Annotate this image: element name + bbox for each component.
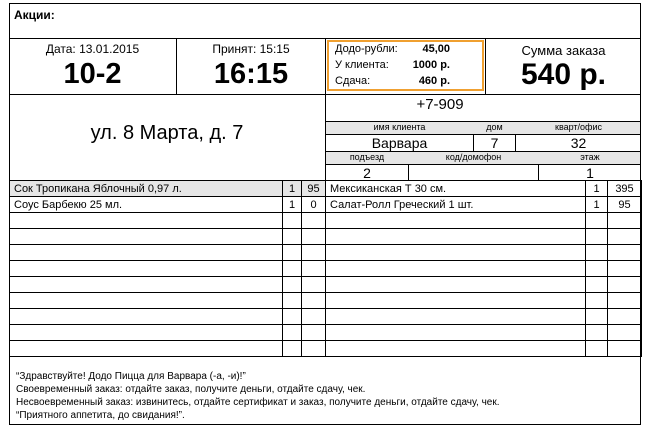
item-name bbox=[326, 261, 586, 277]
item-price: 95 bbox=[302, 181, 326, 197]
house-number: 7 bbox=[490, 135, 499, 151]
item-qty bbox=[283, 309, 302, 325]
item-qty: 1 bbox=[283, 181, 302, 197]
item-qty bbox=[586, 213, 608, 229]
item-qty: 1 bbox=[283, 197, 302, 213]
total-value: 540 р. bbox=[520, 58, 607, 91]
table-row bbox=[326, 277, 642, 293]
apt-number: 32 bbox=[570, 135, 587, 151]
client-name-label: имя клиента bbox=[373, 122, 426, 132]
item-qty bbox=[283, 213, 302, 229]
item-name: Соус Барбекю 25 мл. bbox=[10, 197, 283, 213]
dodo-rubles-label: Додо-рубли: bbox=[335, 43, 398, 55]
table-row bbox=[326, 181, 642, 197]
item-price bbox=[608, 325, 642, 341]
customer-has-label: У клиента: bbox=[335, 59, 389, 71]
entrance-number: 2 bbox=[363, 165, 371, 181]
greeting-script bbox=[16, 370, 636, 422]
item-qty bbox=[283, 229, 302, 245]
item-price bbox=[608, 309, 642, 325]
item-name bbox=[326, 277, 586, 293]
item-price bbox=[608, 213, 642, 229]
item-qty bbox=[586, 261, 608, 277]
table-row bbox=[326, 245, 642, 261]
table-row bbox=[10, 325, 326, 341]
item-price bbox=[302, 325, 326, 341]
item-qty bbox=[586, 309, 608, 325]
item-name bbox=[10, 245, 283, 261]
script-line: Несвоевременный заказ: извинитесь, отдайте сертификат и заказ, получите деньги, отдайте сдачу, чек. bbox=[16, 397, 500, 408]
table-row bbox=[326, 341, 642, 357]
item-price: 395 bbox=[608, 181, 642, 197]
item-price bbox=[608, 341, 642, 357]
script-line: “Здравствуйте! Додо Пицца для Варвара (-а, -и)!” bbox=[16, 371, 246, 382]
phone-number: +7-909 bbox=[416, 96, 464, 113]
item-qty: 1 bbox=[586, 197, 608, 213]
item-name bbox=[326, 213, 586, 229]
table-row bbox=[326, 293, 642, 309]
item-qty bbox=[283, 261, 302, 277]
item-qty bbox=[283, 277, 302, 293]
intercom-label: код/домофон bbox=[445, 152, 502, 162]
item-qty bbox=[283, 293, 302, 309]
table-row bbox=[326, 325, 642, 341]
total-label: Сумма заказа bbox=[521, 43, 606, 58]
client-name: Варвара bbox=[371, 135, 428, 151]
right-items-table bbox=[325, 180, 642, 357]
item-name bbox=[10, 213, 283, 229]
item-price bbox=[302, 229, 326, 245]
table-row bbox=[10, 277, 326, 293]
left-items-table bbox=[9, 180, 326, 357]
table-row bbox=[326, 197, 642, 213]
floor-number: 1 bbox=[586, 165, 594, 181]
item-name bbox=[10, 293, 283, 309]
table-row bbox=[10, 293, 326, 309]
table-row bbox=[10, 197, 326, 213]
table-row bbox=[10, 213, 326, 229]
item-price bbox=[608, 293, 642, 309]
item-price bbox=[608, 245, 642, 261]
accepted-time: 16:15 bbox=[213, 58, 289, 90]
street-address: ул. 8 Марта, д. 7 bbox=[90, 122, 244, 144]
item-name: Салат-Ролл Греческий 1 шт. bbox=[326, 197, 586, 213]
item-qty bbox=[586, 341, 608, 357]
item-price bbox=[608, 261, 642, 277]
item-price bbox=[608, 229, 642, 245]
item-name bbox=[326, 229, 586, 245]
dodo-rubles-value: 45,00 bbox=[422, 43, 450, 55]
script-line: “Приятного аппетита, до свидания!”. bbox=[16, 410, 185, 421]
apt-label: кварт/офис bbox=[555, 122, 602, 132]
table-row bbox=[326, 309, 642, 325]
table-row bbox=[326, 213, 642, 229]
customer-has-value: 1000 р. bbox=[412, 59, 450, 71]
item-price: 95 bbox=[608, 197, 642, 213]
item-name bbox=[10, 309, 283, 325]
item-price bbox=[302, 213, 326, 229]
table-row bbox=[10, 261, 326, 277]
item-name bbox=[10, 341, 283, 357]
item-name bbox=[326, 293, 586, 309]
item-name bbox=[10, 261, 283, 277]
item-price bbox=[302, 341, 326, 357]
item-qty bbox=[283, 341, 302, 357]
item-name bbox=[10, 325, 283, 341]
item-price bbox=[302, 277, 326, 293]
table-row bbox=[10, 181, 326, 197]
table-row bbox=[10, 341, 326, 357]
script-line: Своевременный заказ: отдайте заказ, получите деньги, отдайте сдачу, чек. bbox=[16, 384, 366, 395]
table-row bbox=[326, 229, 642, 245]
item-price: 0 bbox=[302, 197, 326, 213]
change-label: Сдача: bbox=[335, 75, 371, 87]
change-value: 460 р. bbox=[418, 75, 450, 87]
item-name bbox=[10, 277, 283, 293]
item-name bbox=[10, 229, 283, 245]
item-name: Мексиканская Т 30 см. bbox=[326, 181, 586, 197]
promo-label: Акции: bbox=[14, 8, 55, 22]
item-price bbox=[302, 309, 326, 325]
entrance-label: подъезд bbox=[349, 152, 385, 162]
item-name: Сок Тропикана Яблочный 0,97 л. bbox=[10, 181, 283, 197]
item-price bbox=[608, 277, 642, 293]
item-price bbox=[302, 293, 326, 309]
item-price bbox=[302, 245, 326, 261]
item-qty bbox=[586, 245, 608, 261]
item-price bbox=[302, 261, 326, 277]
table-row bbox=[326, 261, 642, 277]
house-label: дом bbox=[486, 122, 503, 132]
item-name bbox=[326, 325, 586, 341]
item-qty bbox=[283, 245, 302, 261]
item-name bbox=[326, 245, 586, 261]
item-qty: 1 bbox=[586, 181, 608, 197]
item-qty bbox=[586, 293, 608, 309]
item-qty bbox=[586, 325, 608, 341]
table-row bbox=[10, 229, 326, 245]
header-divider-2 bbox=[325, 38, 326, 94]
table-row bbox=[10, 245, 326, 261]
item-name bbox=[326, 341, 586, 357]
item-qty bbox=[586, 229, 608, 245]
order-number: 10-2 bbox=[63, 58, 122, 90]
order-date: Дата: 13.01.2015 bbox=[45, 42, 140, 56]
accepted-label: Принят: 15:15 bbox=[212, 42, 290, 56]
floor-label: этаж bbox=[580, 152, 600, 162]
item-qty bbox=[283, 325, 302, 341]
item-qty bbox=[586, 277, 608, 293]
table-row bbox=[10, 309, 326, 325]
item-name bbox=[326, 309, 586, 325]
